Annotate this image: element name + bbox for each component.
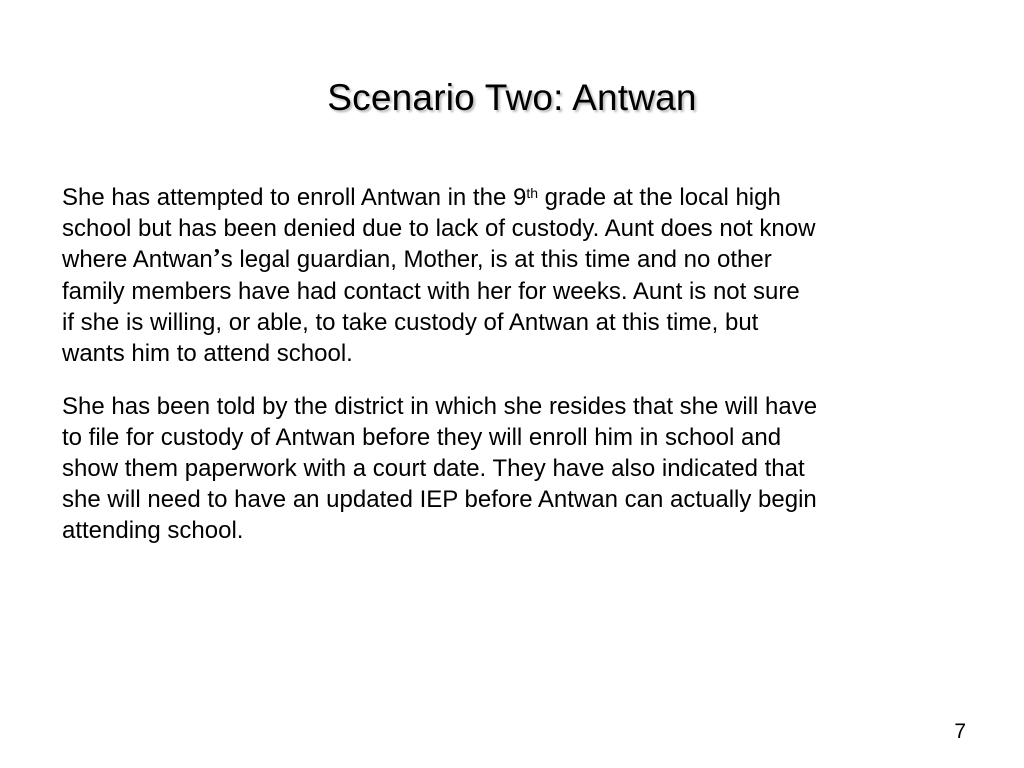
paragraph-1-text-a: She has attempted to enroll Antwan in the 9 <box>62 184 527 211</box>
paragraph-1-text-c: s legal guardian, Mother, is at this time and no other family members have had contact with her for weeks. Aunt is not sure if she is willing, or able, to take custody of Antwan at this time, but wants him to attend school. <box>62 246 800 367</box>
paragraph-2: She has been told by the district in which she resides that she will have to file for custody of Antwan before they will enroll him in school and show them paperwork with a court date. They have also indicated that she will need to have an updated IEP before Antwan can actually begin attending school. <box>62 393 818 544</box>
page-number: 7 <box>954 720 966 743</box>
ordinal-superscript: th <box>526 185 538 201</box>
paragraph-1-text-b: grade at the local high school but has been denied due to lack of custody. Aunt does not know where Antwan <box>62 184 816 273</box>
apostrophe: ’ <box>212 245 221 271</box>
paragraph-1 <box>62 182 972 369</box>
slide-body <box>62 182 972 546</box>
slide-title: Scenario Two: Antwan <box>327 77 697 118</box>
